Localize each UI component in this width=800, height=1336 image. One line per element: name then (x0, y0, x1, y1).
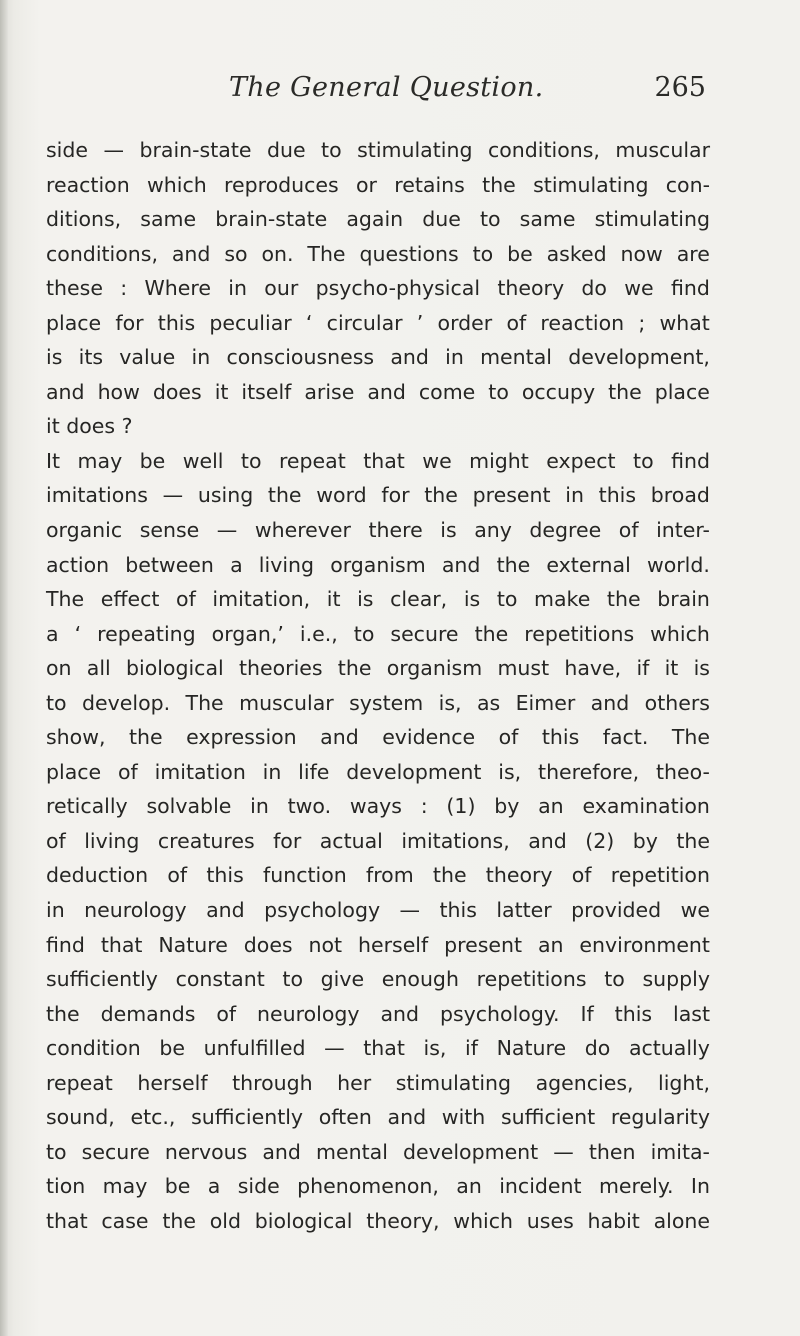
text-line: that case the old biological theory, which uses habit alone (46, 1208, 710, 1233)
text-line: place of imitation in life development is, therefore, theo- (46, 759, 710, 784)
text-line: and how does it itself arise and come to occupy the place (46, 379, 710, 404)
running-head (46, 72, 706, 112)
text-line: conditions, and so on. The questions to be asked now are (46, 241, 710, 266)
text-line: retically solvable in two. ways : (1) by an examination (46, 794, 710, 819)
text-line: tion may be a side phenomenon, an incident merely. In (46, 1174, 710, 1199)
running-title: The General Question. (229, 72, 544, 103)
text-line: action between a living organism and the external world. (46, 552, 710, 577)
text-line: sound, etc., sufficiently often and with sufficient regularity (46, 1105, 710, 1130)
text-line: to secure nervous and mental development — then imita- (46, 1139, 710, 1164)
text-line: repeat herself through her stimulating agencies, light, (46, 1070, 710, 1095)
text-line: place for this peculiar ‘ circular ’ order of reaction ; what (46, 310, 710, 335)
text-line: deduction of this function from the theory of repetition (46, 863, 710, 888)
text-line: it does ? (46, 414, 133, 439)
text-line: ditions, same brain-state again due to same stimulating (46, 207, 710, 232)
text-line: show, the expression and evidence of this fact. The (46, 725, 710, 750)
text-line: on all biological theories the organism must have, if it is (46, 656, 710, 681)
text-line: in neurology and psychology — this latter provided we (46, 898, 710, 923)
text-line: organic sense — wherever there is any degree of inter- (46, 518, 710, 543)
text-line: the demands of neurology and psychology. If this last (46, 1001, 710, 1026)
text-line: side — brain-state due to stimulating conditions, muscular (46, 138, 710, 162)
text-line: condition be unfulfilled — that is, if Nature do actually (46, 1036, 710, 1061)
text-line: these : Where in our psycho-physical theory do we find (46, 276, 710, 301)
text-line: to develop. The muscular system is, as Eimer and others (46, 690, 710, 715)
text-line: The effect of imitation, it is clear, is to make the brain (46, 587, 710, 612)
text-line: reaction which reproduces or retains the stimulating con- (46, 172, 710, 197)
text-line: It may be well to repeat that we might expect to find (46, 448, 710, 473)
text-line: find that Nature does not herself present an environment (46, 932, 710, 957)
text-line: is its value in consciousness and in mental development, (46, 345, 710, 370)
text-line: imitations — using the word for the present in this broad (46, 483, 710, 508)
binding-edge (0, 0, 8, 1336)
text-line: of living creatures for actual imitations, and (2) by the (46, 828, 710, 853)
page-number: 265 (654, 72, 706, 103)
text-line: sufficiently constant to give enough repetitions to supply (46, 967, 710, 992)
body-text (46, 133, 710, 1239)
text-line: a ‘ repeating organ,’ i.e., to secure the repetitions which (46, 621, 710, 646)
